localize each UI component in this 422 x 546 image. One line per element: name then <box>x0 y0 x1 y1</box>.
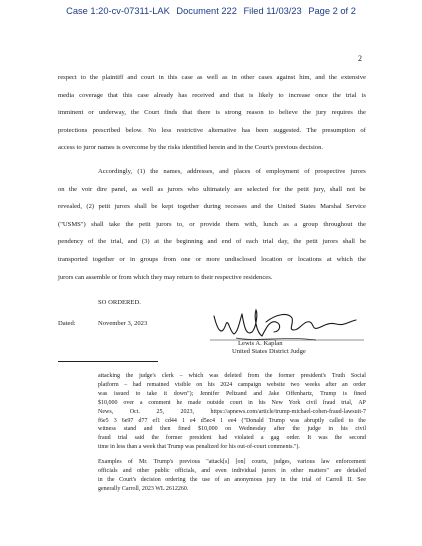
body-line: imminent or underway, the Court finds that there is strong reason to believe the jury requires the <box>58 109 366 117</box>
ecf-header <box>0 6 422 16</box>
footnote-line: in the Court's decision ordering the use of an anonymous jury in the trial of Carroll II. See <box>98 476 366 483</box>
page-indicator: Page 2 of 2 <box>308 6 356 16</box>
body-line: jurors can assemble or from which they may return to their respective residences. <box>58 273 273 281</box>
footnote-line: witness stand and then fined $10,000 on Wednesday after the judge in his civil <box>98 426 366 433</box>
footnote-line: platform – had remained visible on his 2024 campaign website two weeks after an order <box>98 381 366 388</box>
body-line: protections prescribed below. No less restrictive alternative has been suggested. The presumption of <box>58 126 366 134</box>
body-line: media coverage that this case already has received and that is likely to increase once the trial is <box>58 91 366 99</box>
dated-label: Dated: <box>58 320 76 327</box>
body-line: Accordingly, (1) the names, addresses, and places of employment of prospective jurors <box>98 168 366 175</box>
dated-value: November 3, 2023 <box>98 320 148 327</box>
footnote-line: Examples of Mr. Trump's previous "attack[s] [on] courts, judges, various law enforcement <box>98 459 366 465</box>
footnote-line: $10,000 over a comment he made outside court in his New York civil fraud trial, AP <box>98 399 366 406</box>
footnote-line: attacking the judge's clerk – which was deleted from the former president's Truth Social <box>98 373 366 379</box>
body-line: ("USMS") shall take the petit jurors to, or provide them with, lunch as a group throughout the <box>58 220 366 228</box>
footnote-line: was issued to take it down"); Jennifer Peltzand and Jake Offenhartz, Trump is fined <box>98 390 366 397</box>
so-ordered: SO ORDERED. <box>98 299 141 306</box>
body-line: access to juror names is overcome by the risks identified herein and in the Court's previous decision. <box>58 144 324 152</box>
page-number: 2 <box>358 54 362 63</box>
footnote-line: f6e5 3 6e97 d77 ef1 cd44 1 e4 d5ec4 1 ee4 ("Donald Trump was abruptly called to the <box>98 417 366 424</box>
footnote-line: fraud trial said the former president had violated a gag order. It was the second <box>98 435 366 442</box>
footnote-line: officials and other public officials, and even individual jurors in other matters" are detailed <box>98 467 366 474</box>
document-number: Document 222 <box>176 6 237 16</box>
case-number: Case 1:20-cv-07311-LAK <box>66 6 170 16</box>
body-line: respect to the plaintiff and court in this case as well as in other cases against him, and the extensive <box>58 74 366 81</box>
filed-date: Filed 11/03/23 <box>243 6 302 16</box>
footnote-rule <box>58 361 158 362</box>
body-line: pendency of the trial, and (3) at the beginning and end of each trial day, the petit jurors shall be <box>58 238 366 246</box>
body-line: transported together or in groups from one or more undisclosed location or locations at which the <box>58 256 366 263</box>
footnote-line: News, Oct. 25, 2023, https://apnews.com/article/trump-michael-cohen-fraud-lawsuit-7 <box>98 408 366 415</box>
body-line: on the voir dire panel, as well as jurors who ultimately are selected for the petit jury, shall not be <box>58 185 366 193</box>
footnote-line: time in less than a week that Trump was penalized for his out-of-court comments."). <box>98 444 300 451</box>
body-line: revealed, (2) petit jurors shall be kept together during recesses and the United States Marshal Service <box>58 203 366 211</box>
judge-title: United States District Judge <box>232 348 306 355</box>
footnote-line: generally Carroll, 2023 WL 2612260. <box>98 485 189 492</box>
judge-name: Lewis A. Kaplan <box>238 340 283 347</box>
